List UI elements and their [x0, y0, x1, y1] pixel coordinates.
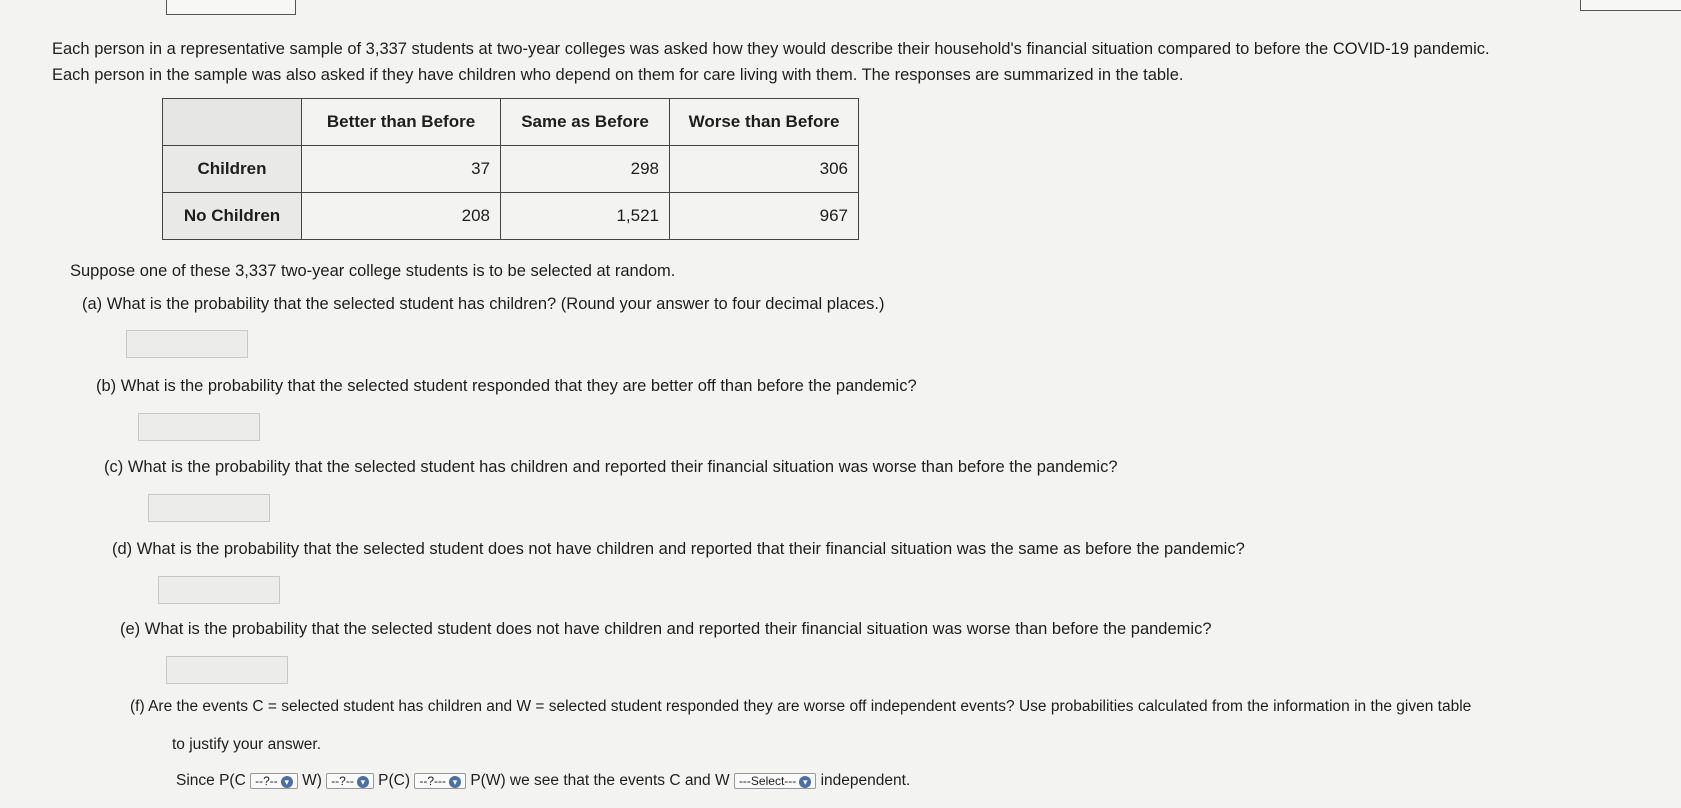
question-d-text: What is the probability that the selected student does not have children and reported that their financial situation was the same as before the pandemic?	[136, 540, 1245, 558]
pw-text: P(W) we see that the events C and W	[470, 772, 730, 789]
header-worse: Worse than Before	[670, 99, 859, 146]
chevron-down-icon: ▾	[357, 776, 369, 788]
cell: 967	[670, 193, 859, 240]
question-e-text: What is the probability that the selected student does not have children and reported their financial situation was worse than before the pandemic?	[144, 620, 1212, 638]
pc-text: P(C)	[378, 772, 411, 789]
answer-e-input[interactable]	[166, 656, 288, 684]
question-c-text: What is the probability that the selected student has children and reported their financial situation was worse than before the pandemic?	[127, 458, 1118, 476]
data-table	[162, 98, 859, 240]
cell: 208	[302, 193, 501, 240]
question-b-text: What is the probability that the selected student responded that they are better off than before the pandemic?	[120, 377, 917, 395]
intro-line-2: Each person in the sample was also asked if they have children who depend on them for care living with them. The responses are summarized in the table.	[52, 66, 1184, 84]
cell: 1,521	[501, 193, 670, 240]
header-better: Better than Before	[302, 99, 501, 146]
cell: 298	[501, 146, 670, 193]
relation-select-1[interactable]	[250, 773, 298, 789]
table-corner	[163, 99, 302, 146]
chevron-down-icon: ▾	[449, 776, 461, 788]
answer-b-input[interactable]	[138, 413, 260, 441]
since-text: Since P(C	[176, 772, 246, 789]
question-d	[112, 540, 1245, 559]
question-e-letter: (e)	[120, 620, 141, 638]
table-row	[163, 193, 859, 240]
intro-line-1: Each person in a representative sample of 3,337 students at two-year colleges was asked how they would describe their household's financial situation compared to before the COVID-19 pandemic.	[52, 40, 1490, 58]
answer-a-input[interactable]	[126, 330, 248, 358]
question-f	[130, 697, 1660, 717]
question-b-letter: (b)	[96, 377, 117, 395]
question-c	[104, 458, 1118, 477]
chevron-down-icon: ▾	[281, 776, 293, 788]
top-frame-tab	[166, 0, 296, 15]
question-e	[120, 620, 1212, 639]
select-2-value: --?--	[331, 773, 354, 788]
relation-select-3[interactable]	[414, 773, 466, 789]
header-same: Same as Before	[501, 99, 670, 146]
row-label-no-children: No Children	[163, 193, 302, 240]
independent-text: independent.	[820, 772, 911, 789]
cell: 306	[670, 146, 859, 193]
question-d-letter: (d)	[112, 540, 133, 558]
question-f-answer-row	[176, 772, 910, 790]
select-1-value: --?--	[255, 773, 278, 788]
relation-select-2[interactable]	[326, 773, 374, 789]
row-label-children: Children	[163, 146, 302, 193]
question-b	[96, 377, 917, 396]
question-f-text: Are the events C = selected student has children and W = selected student responded they are worse off independent events? Use probabilities calculated from the information in the given table	[148, 698, 1472, 715]
answer-c-input[interactable]	[148, 494, 270, 522]
question-f-text-2: to justify your answer.	[172, 736, 322, 753]
w-text: W)	[302, 772, 322, 789]
question-c-letter: (c)	[104, 458, 124, 476]
question-f-letter: (f)	[130, 698, 145, 715]
chevron-down-icon: ▾	[799, 776, 811, 788]
question-a	[82, 295, 885, 314]
cell: 37	[302, 146, 501, 193]
question-a-letter: (a)	[82, 295, 103, 313]
table-row	[163, 146, 859, 193]
independence-select[interactable]	[734, 773, 816, 789]
selection-prompt: Suppose one of these 3,337 two-year college students is to be selected at random.	[70, 262, 676, 280]
select-3-value: --?---	[419, 773, 446, 788]
problem-intro	[52, 36, 1652, 88]
answer-d-input[interactable]	[158, 576, 280, 604]
top-right-frame	[1580, 0, 1681, 11]
question-a-text: What is the probability that the selected student has children? (Round your answer to four decimal places.)	[106, 295, 885, 313]
select-4-value: ---Select---	[738, 773, 797, 788]
